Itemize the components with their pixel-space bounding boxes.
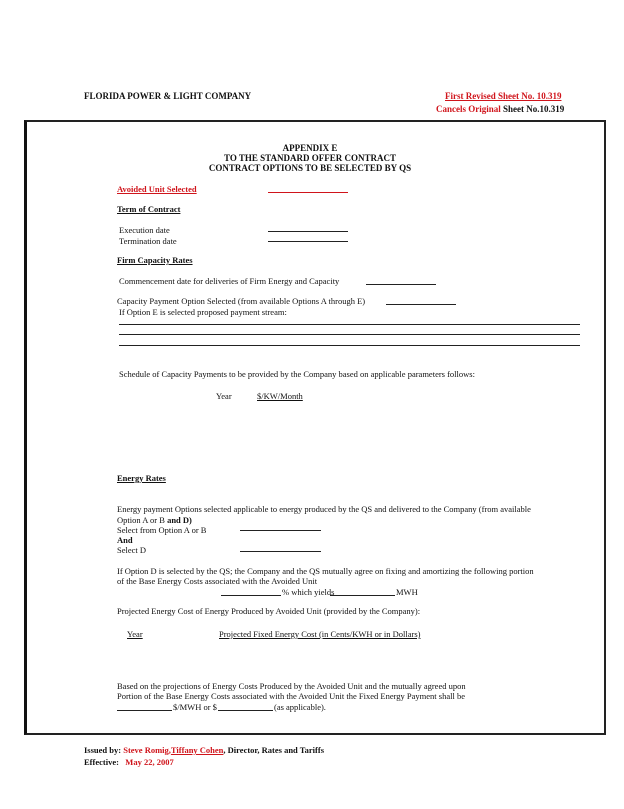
issuer-title: , Director, Rates and Tariffs bbox=[223, 745, 325, 755]
payment-stream-line-1[interactable] bbox=[119, 324, 580, 325]
option-d-line-2: of the Base Energy Costs associated with the Avoided Unit bbox=[117, 576, 318, 586]
effective bbox=[84, 757, 174, 767]
energy-heading: Energy Rates bbox=[117, 473, 166, 483]
schedule-label: Schedule of Capacity Payments to be provided by the Company based on applicable parameters follows: bbox=[119, 369, 475, 379]
avoided-unit-field[interactable] bbox=[268, 192, 348, 193]
mwh-label: MWH bbox=[396, 587, 418, 597]
select-ab-label: Select from Option A or B bbox=[117, 525, 207, 535]
energy-options-text: Option A or B bbox=[117, 515, 168, 525]
term-heading: Term of Contract bbox=[117, 204, 181, 214]
execution-date-field[interactable] bbox=[268, 231, 348, 232]
select-ab-field[interactable] bbox=[240, 530, 321, 531]
as-applicable-label: (as applicable). bbox=[274, 702, 326, 712]
option-e-label: If Option E is selected proposed payment stream: bbox=[119, 307, 287, 317]
commencement-field[interactable] bbox=[366, 284, 436, 285]
mwh-field[interactable] bbox=[330, 595, 395, 596]
commencement-label: Commencement date for deliveries of Firm Energy and Capacity bbox=[119, 276, 340, 286]
appendix-title: APPENDIX E bbox=[282, 143, 338, 153]
issued-by bbox=[84, 745, 324, 755]
capacity-unit-header: $/KW/Month bbox=[257, 391, 303, 401]
issued-by-label: Issued by: bbox=[84, 745, 124, 755]
payment-dollar-field[interactable] bbox=[218, 710, 273, 711]
payment-stream-line-3[interactable] bbox=[119, 345, 580, 346]
energy-options-bold: and D) bbox=[167, 515, 192, 525]
issuer-name-1: Steve Romig, bbox=[123, 745, 171, 755]
fixed-cost-header: Projected Fixed Energy Cost (in Cents/KWH or in Dollars) bbox=[219, 629, 421, 639]
energy-year-header: Year bbox=[127, 629, 143, 639]
company-name: FLORIDA POWER & LIGHT COMPANY bbox=[84, 91, 252, 101]
energy-options-line-2 bbox=[117, 515, 192, 525]
energy-options-line-1: Energy payment Options selected applicable to energy produced by the QS and delivered to the Company (from available bbox=[117, 504, 531, 514]
select-d-field[interactable] bbox=[240, 551, 321, 552]
payment-option-field[interactable] bbox=[386, 304, 456, 305]
option-d-line-1: If Option D is selected by the QS; the Company and the QS mutually agree on fixing and amortizing the following portion bbox=[117, 566, 534, 576]
appendix-subtitle-2: CONTRACT OPTIONS TO BE SELECTED BY QS bbox=[208, 163, 412, 173]
execution-date-label: Execution date bbox=[119, 225, 170, 235]
cancels-sheet bbox=[436, 104, 564, 114]
final-line-2: Portion of the Base Energy Costs associated with the Avoided Unit the Fixed Energy Payment shall be bbox=[117, 691, 465, 701]
payment-mwh-label: $/MWH or $ bbox=[173, 702, 217, 712]
effective-label: Effective: bbox=[84, 757, 126, 767]
termination-date-label: Termination date bbox=[119, 236, 177, 246]
avoided-unit-label: Avoided Unit Selected bbox=[117, 184, 197, 194]
payment-mwh-field[interactable] bbox=[117, 710, 172, 711]
percent-yields-label: % which yields bbox=[282, 587, 335, 597]
payment-option-label: Capacity Payment Option Selected (from available Options A through E) bbox=[117, 296, 366, 306]
capacity-heading: Firm Capacity Rates bbox=[117, 255, 193, 265]
projected-cost-label: Projected Energy Cost of Energy Produced by Avoided Unit (provided by the Company): bbox=[117, 606, 421, 616]
select-d-label: Select D bbox=[117, 545, 147, 555]
percent-field[interactable] bbox=[221, 595, 281, 596]
form-frame bbox=[24, 120, 606, 735]
termination-date-field[interactable] bbox=[268, 241, 348, 242]
cancels-sheet-number: Sheet No.10.319 bbox=[500, 104, 565, 114]
payment-stream-line-2[interactable] bbox=[119, 334, 580, 335]
sheet-number: First Revised Sheet No. 10.319 bbox=[445, 91, 562, 101]
issuer-name-2: Tiffany Cohen bbox=[170, 745, 224, 755]
appendix-subtitle: TO THE STANDARD OFFER CONTRACT bbox=[223, 153, 397, 163]
and-label: And bbox=[117, 535, 133, 545]
final-line-1: Based on the projections of Energy Costs Produced by the Avoided Unit and the mutually agreed upon bbox=[117, 681, 466, 691]
cancels-label: Cancels Original bbox=[436, 104, 501, 114]
capacity-year-header: Year bbox=[216, 391, 232, 401]
effective-date: May 22, 2007 bbox=[125, 757, 174, 767]
